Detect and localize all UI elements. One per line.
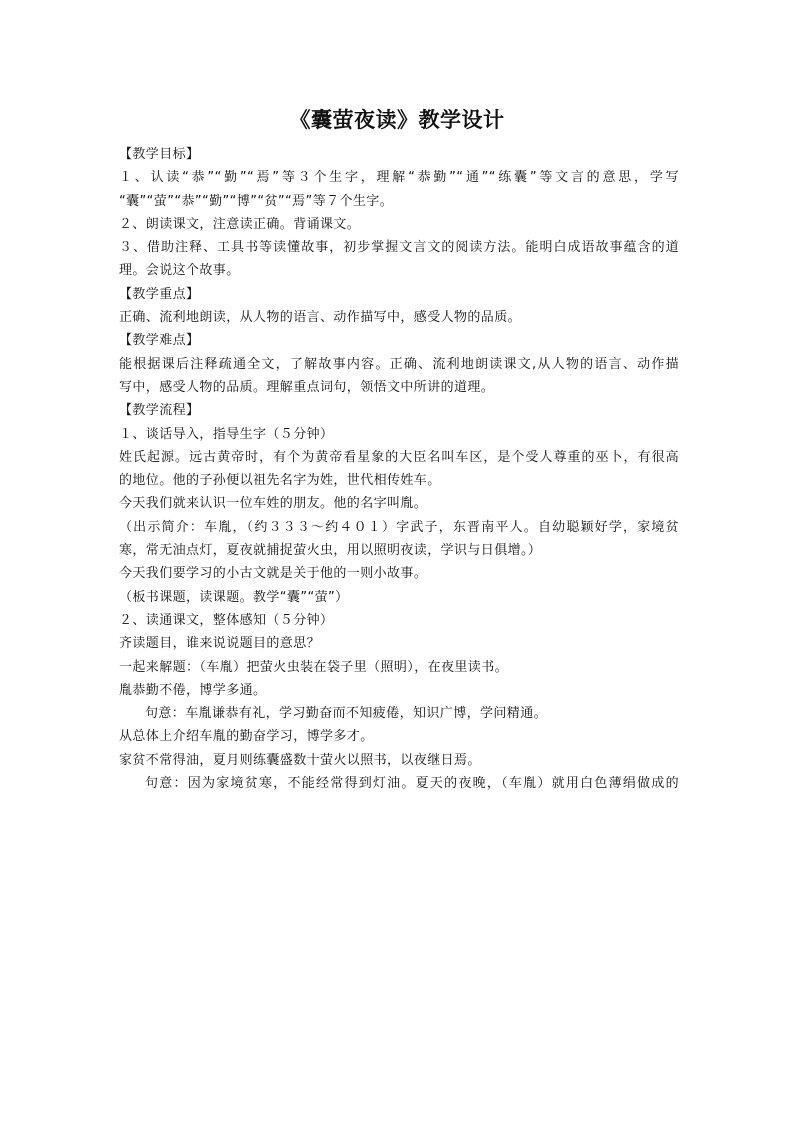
text-line: 一起来解题：（车胤）把萤火虫装在袋子里（照明），在夜里读书。 — [119, 659, 509, 675]
text-line: 【教学流程】 — [119, 403, 200, 419]
text-line: 今天我们就来认识一位车姓的朋友。他的名字叫胤。 — [119, 496, 428, 512]
text-line: 胤恭勤不倦，博学多通。 — [119, 682, 267, 698]
text-line: 从总体上介绍车胤的勤奋学习，博学多才。 — [119, 729, 374, 745]
document-body — [119, 143, 679, 795]
text-line: 【教学重点】 — [119, 286, 200, 302]
text-line: １、认读“恭”“勤”“焉”等３个生字，理解“恭勤”“通”“练囊”等文言的意思，学写 — [119, 170, 679, 186]
document-title: 《囊萤夜读》教学设计 — [289, 108, 505, 132]
text-line: （出示简介：车胤，（约３３３～约４０１）字武子，东晋南平人。自幼聪颖好学，家境贫 — [119, 519, 679, 535]
text-line: 寒，常无油点灯，夏夜就捕捉萤火虫，用以照明夜读，学识与日俱增。） — [119, 543, 542, 559]
text-line: 能根据课后注释疏通全文，了解故事内容。正确、流利地朗读课文,从人物的语言、动作描 — [119, 356, 679, 372]
text-line: ２、朗读课文，注意读正确。背诵课文。 — [119, 216, 361, 232]
text-line: 今天我们要学习的小古文就是关于他的一则小故事。 — [119, 566, 428, 582]
text-line: 家贫不常得油，夏月则练囊盛数十萤火以照书，以夜继日焉。 — [119, 752, 481, 768]
text-line: 【教学目标】 — [119, 147, 200, 162]
text-line: 句意：因为家境贫寒，不能经常得到灯油。夏天的夜晚，（车胤）就用白色薄绢做成的 — [145, 776, 679, 792]
text-line: ３、借助注释、工具书等读懂故事，初步掌握文言文的阅读方法。能明白成语故事蕴含的道 — [119, 240, 679, 256]
text-line: 【教学难点】 — [119, 333, 200, 349]
text-line: 句意：车胤谦恭有礼，学习勤奋而不知疲倦，知识广博，学问精通。 — [145, 706, 548, 722]
text-line: “囊”“萤”“恭”“勤”“博”“贫”“焉”等７个生字。 — [119, 193, 394, 209]
text-line: 齐读题目，谁来说说题目的意思？ — [119, 636, 321, 652]
text-line: （板书课题，读课题。教学“囊”“萤”） — [119, 589, 349, 605]
text-line: １、谈话导入，指导生字（５分钟） — [119, 426, 334, 442]
text-line: 的地位。他的子孙便以祖先名字为姓，世代相传姓车。 — [119, 473, 441, 489]
text-line: 姓氏起源。远古黄帝时，有个为黄帝看星象的大臣名叫车区，是个受人尊重的巫卜，有很高 — [119, 449, 679, 465]
text-line: 理。会说这个故事。 — [119, 263, 240, 279]
text-line: ２、读通课文，整体感知（５分钟） — [119, 612, 334, 628]
text-line: 正确、流利地朗读，从人物的语言、动作描写中，感受人物的品质。 — [119, 310, 522, 326]
text-line: 写中，感受人物的品质。理解重点词句，领悟文中所讲的道理。 — [119, 379, 495, 395]
